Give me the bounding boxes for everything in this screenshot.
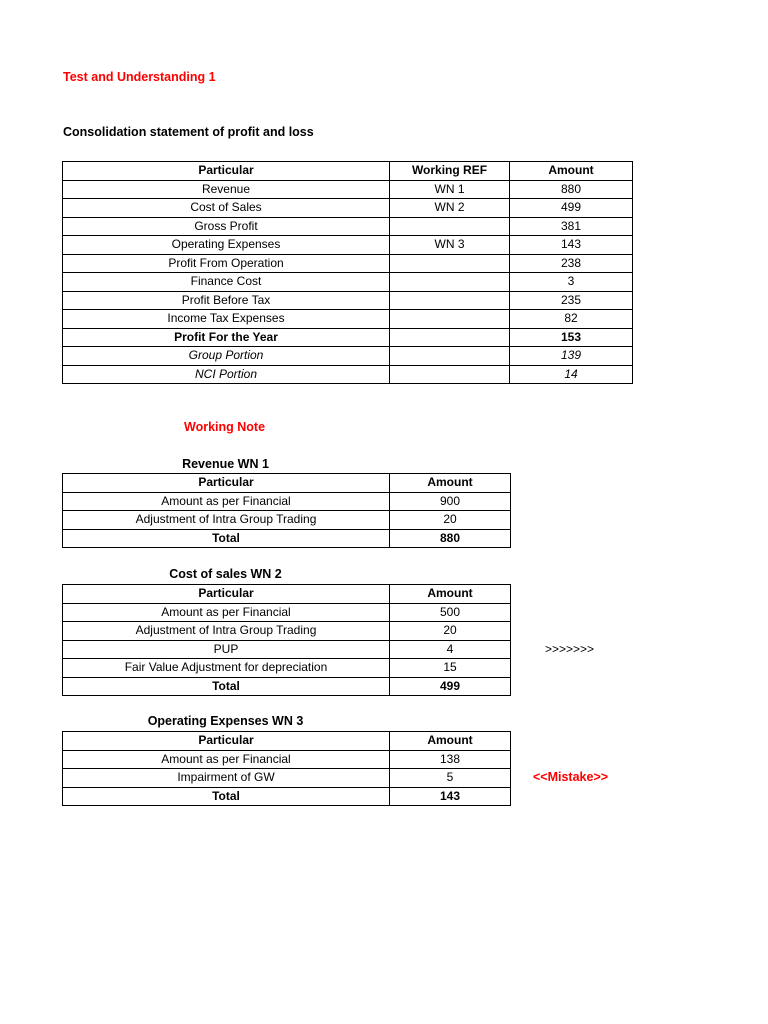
working-ref-cell — [390, 365, 510, 384]
table-row — [63, 365, 633, 384]
table-header-row — [63, 162, 633, 181]
column-header-amount: Amount — [510, 162, 633, 181]
particular-cell: Adjustment of Intra Group Trading — [63, 622, 390, 641]
table-header-row — [63, 474, 511, 493]
column-header-amount: Amount — [390, 585, 511, 604]
table-row — [63, 677, 511, 696]
particular-cell: Impairment of GW — [63, 769, 390, 788]
particular-cell: Gross Profit — [63, 217, 390, 236]
particular-cell: Revenue — [63, 180, 390, 199]
table-row — [63, 310, 633, 329]
page-title: Test and Understanding 1 — [63, 70, 216, 84]
particular-cell: Profit Before Tax — [63, 291, 390, 310]
table-row — [63, 180, 633, 199]
working-ref-cell: WN 1 — [390, 180, 510, 199]
amount-cell: 900 — [390, 492, 511, 511]
amount-cell: 15 — [390, 659, 511, 678]
column-header-amount: Amount — [390, 732, 511, 751]
column-header-amount: Amount — [390, 474, 511, 493]
particular-cell: Amount as per Financial — [63, 750, 390, 769]
particular-cell: Income Tax Expenses — [63, 310, 390, 329]
amount-cell: 153 — [510, 328, 633, 347]
amount-cell: 499 — [510, 199, 633, 218]
particular-cell: Amount as per Financial — [63, 492, 390, 511]
particular-cell: PUP — [63, 640, 390, 659]
table-row — [63, 787, 511, 806]
particular-cell: Amount as per Financial — [63, 603, 390, 622]
particular-cell: Fair Value Adjustment for depreciation — [63, 659, 390, 678]
amount-cell: 82 — [510, 310, 633, 329]
wn2-title: Cost of sales WN 2 — [169, 567, 282, 581]
amount-cell: 20 — [390, 622, 511, 641]
amount-cell: 880 — [390, 529, 511, 548]
amount-cell: 20 — [390, 511, 511, 530]
column-header-particular: Particular — [63, 474, 390, 493]
particular-cell: Profit For the Year — [63, 328, 390, 347]
amount-cell: 3 — [510, 273, 633, 292]
column-header-particular: Particular — [63, 162, 390, 181]
working-ref-cell: WN 3 — [390, 236, 510, 255]
amount-cell: 14 — [510, 365, 633, 384]
amount-cell: 381 — [510, 217, 633, 236]
amount-cell: 499 — [390, 677, 511, 696]
amount-cell: 138 — [390, 750, 511, 769]
column-header-working-ref: Working REF — [390, 162, 510, 181]
table-row — [63, 492, 511, 511]
statement-title: Consolidation statement of profit and loss — [63, 125, 314, 139]
working-ref-cell — [390, 310, 510, 329]
amount-cell: 500 — [390, 603, 511, 622]
particular-cell: NCI Portion — [63, 365, 390, 384]
working-ref-cell — [390, 328, 510, 347]
particular-cell: Total — [63, 677, 390, 696]
wn3-title: Operating Expenses WN 3 — [147, 714, 304, 728]
wn3-table — [62, 731, 511, 806]
working-ref-cell: WN 2 — [390, 199, 510, 218]
particular-cell: Cost of Sales — [63, 199, 390, 218]
column-header-particular: Particular — [63, 585, 390, 604]
working-ref-cell — [390, 273, 510, 292]
table-row — [63, 217, 633, 236]
wn1-table — [62, 473, 511, 548]
table-row — [63, 659, 511, 678]
particular-cell: Group Portion — [63, 347, 390, 366]
particular-cell: Finance Cost — [63, 273, 390, 292]
particular-cell: Total — [63, 529, 390, 548]
table-row — [63, 640, 511, 659]
wn2-table — [62, 584, 511, 696]
working-note-title: Working Note — [184, 420, 266, 434]
working-ref-cell — [390, 217, 510, 236]
table-row — [63, 529, 511, 548]
working-ref-cell — [390, 291, 510, 310]
amount-cell: 238 — [510, 254, 633, 273]
consolidation-statement-table — [62, 161, 633, 384]
table-row — [63, 347, 633, 366]
table-header-row — [63, 732, 511, 751]
particular-cell: Operating Expenses — [63, 236, 390, 255]
wn2-side-note: >>>>>>> — [545, 642, 595, 656]
amount-cell: 139 — [510, 347, 633, 366]
particular-cell: Total — [63, 787, 390, 806]
table-row — [63, 769, 511, 788]
table-row — [63, 750, 511, 769]
table-row — [63, 603, 511, 622]
amount-cell: 143 — [510, 236, 633, 255]
table-row — [63, 291, 633, 310]
table-row — [63, 273, 633, 292]
table-row — [63, 328, 633, 347]
table-row — [63, 622, 511, 641]
table-row — [63, 236, 633, 255]
table-row — [63, 254, 633, 273]
wn1-title: Revenue WN 1 — [182, 457, 269, 471]
table-row — [63, 199, 633, 218]
amount-cell: 880 — [510, 180, 633, 199]
amount-cell: 235 — [510, 291, 633, 310]
column-header-particular: Particular — [63, 732, 390, 751]
amount-cell: 5 — [390, 769, 511, 788]
particular-cell: Profit From Operation — [63, 254, 390, 273]
particular-cell: Adjustment of Intra Group Trading — [63, 511, 390, 530]
table-header-row — [63, 585, 511, 604]
working-ref-cell — [390, 254, 510, 273]
wn3-mistake-note: <<Mistake>> — [533, 770, 609, 784]
working-ref-cell — [390, 347, 510, 366]
amount-cell: 143 — [390, 787, 511, 806]
table-row — [63, 511, 511, 530]
amount-cell: 4 — [390, 640, 511, 659]
